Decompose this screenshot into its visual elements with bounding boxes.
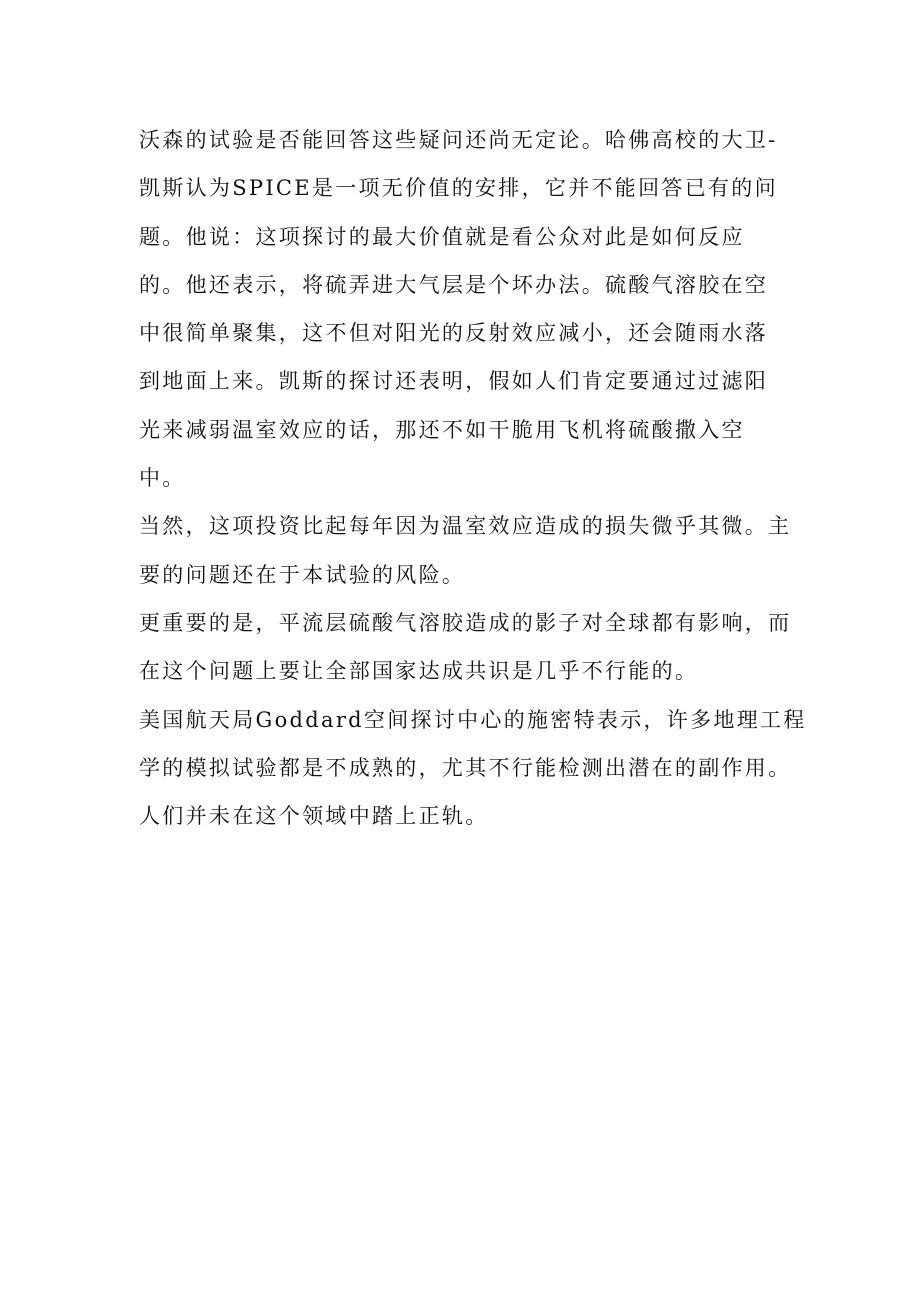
text-line: 在这个问题上要让全部国家达成共识是几乎不行能的。 (139, 659, 699, 684)
text-line: 学的模拟试验都是不成熟的，尤其不行能检测出潜在的副作用。 (139, 755, 792, 780)
text-line: 到地面上来。凯斯的探讨还表明，假如人们肯定要通过过滤阳 (139, 369, 769, 394)
paragraph (139, 120, 789, 506)
paragraph (139, 700, 807, 845)
text-line: 沃森的试验是否能回答这些疑问还尚无定论。哈佛高校的大卫- (139, 128, 778, 152)
paragraph (139, 603, 792, 700)
text-line: 要的问题还在于本试验的风险。 (139, 562, 466, 587)
text-line: 更重要的是，平流层硫酸气溶胶造成的影子对全球都有影响，而 (139, 610, 792, 635)
text-line: 美国航天局Goddard空间探讨中心的施密特表示，许多地理工程 (139, 707, 807, 732)
text-line: 人们并未在这个领域中踏上正轨。 (139, 804, 489, 829)
text-line: 的。他还表示，将硫弄进大气层是个坏办法。硫酸气溶胶在空 (139, 272, 769, 297)
text-line: 中很简单聚集，这不但对阳光的反射效应减小，还会随雨水落 (139, 321, 769, 346)
text-line: 光来减弱温室效应的话，那还不如干脆用飞机将硫酸撒入空 (139, 417, 745, 442)
paragraph (139, 506, 792, 603)
text-line: 当然，这项投资比起每年因为温室效应造成的损失微乎其微。主 (139, 514, 792, 539)
text-line: 凯斯认为SPICE是一项无价值的安排，它并不能回答已有的问 (139, 176, 778, 201)
text-line: 题。他说：这项探讨的最大价值就是看公众对此是如何反应 (139, 224, 745, 249)
document-body (139, 120, 807, 844)
text-line: 中。 (139, 466, 186, 491)
